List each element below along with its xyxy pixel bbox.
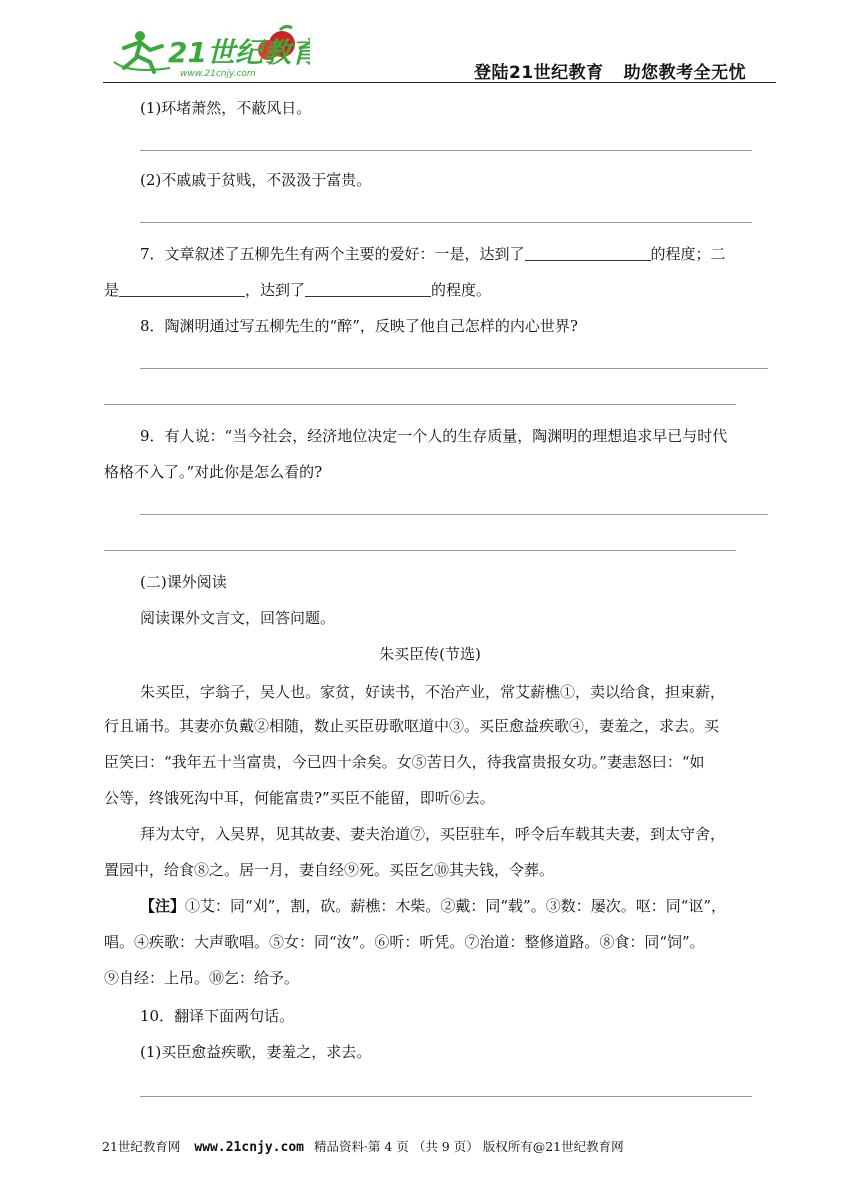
passage-line: 拜为太守，入吴界，见其故妻、妻夫治道⑦，买臣驻车，呼令后车载其夫妻，到太守舍， (140, 825, 726, 843)
passage-line: 朱买臣，字翁子，吴人也。家贫，好读书，不治产业，常艾薪樵①，卖以给食，担束薪， (140, 683, 726, 701)
page-footer (102, 1137, 624, 1155)
passage-title: 朱买臣传(节选) (379, 645, 481, 663)
q7-text-a: 7．文章叙述了五柳先生有两个主要的爱好：一是，达到了 (140, 245, 525, 263)
note-line: 唱。④疾歌：大声歌唱。⑤女：同“汝”。⑥听：听凭。⑦治道：整修道路。⑧食：同“饲”。 (104, 933, 705, 951)
answer-line[interactable] (140, 1096, 752, 1097)
site-logo (110, 22, 310, 80)
header-slogan: 助您教考全无忧 (623, 63, 747, 83)
question-7-line1 (140, 244, 726, 264)
section-heading: (二)课外阅读 (140, 573, 227, 591)
header-divider (103, 82, 776, 83)
question-8: 8．陶渊明通过写五柳先生的“醉”，反映了他自己怎样的内心世界? (140, 317, 578, 335)
logo-wordmark: 21世纪教育 (168, 36, 310, 69)
footer-site[interactable]: www.21cnjy.com (194, 1140, 304, 1155)
passage-line: 臣笑曰：“我年五十当富贵，今已四十余矣。女⑤苦日久，待我富贵报女功。”妻恚怒曰：“如 (104, 753, 705, 771)
header-login: 登陆21世纪教育 (474, 63, 604, 83)
section-instruction: 阅读课外文言文，回答问题。 (140, 609, 336, 627)
note-text: ①艾：同“刈”，割，砍。薪樵：木柴。②戴：同“载”。③数：屡次。呕：同“讴”， (185, 897, 727, 915)
passage-line: 公等，终饿死沟中耳，何能富贵?”买臣不能留，即听⑥去。 (104, 789, 495, 807)
note-line: ⑨自经：上吊。⑩乞：给予。 (104, 969, 300, 987)
question-6-2: (2)不戚戚于贫贱，不汲汲于富贵。 (140, 171, 372, 189)
q7-text-e: 的程度。 (431, 281, 492, 299)
question-6-1: (1)环堵萧然，不蔽风日。 (140, 99, 312, 117)
passage-line: 行且诵书。其妻亦负戴②相随，数止买臣毋歌呕道中③。买臣愈益疾歌④，妻羞之，求去。买 (104, 717, 720, 735)
q7-text-c: 是 (104, 281, 120, 299)
footer-page-info: 精品资料·第 4 页 （共 9 页） 版权所有@21世纪教育网 (313, 1139, 624, 1154)
question-9-line1: 9．有人说：“当今社会，经济地位决定一个人的生存质量，陶渊明的理想追求早已与时代 (140, 427, 728, 445)
footer-brand: 21世纪教育网 (102, 1139, 181, 1154)
passage-line: 置园中，给食⑧之。居一月，妻自经⑨死。买臣乞⑩其夫钱，令葬。 (104, 861, 555, 879)
answer-line[interactable] (140, 514, 768, 515)
q7-text-d: ，达到了 (245, 281, 306, 299)
answer-line[interactable] (140, 368, 768, 369)
fill-blank[interactable] (119, 282, 245, 297)
fill-blank[interactable] (305, 282, 431, 297)
logo-url: www.21cnjy.com (180, 69, 256, 79)
question-7-line2 (104, 280, 491, 300)
question-10-1: (1)买臣愈益疾歌，妻羞之，求去。 (140, 1043, 372, 1061)
header-title (474, 58, 746, 83)
question-10: 10．翻译下面两句话。 (140, 1007, 295, 1025)
answer-line[interactable] (104, 550, 736, 551)
answer-line[interactable] (140, 222, 752, 223)
note-line (140, 896, 726, 916)
q7-text-b: 的程度；二 (650, 245, 726, 263)
answer-line[interactable] (140, 150, 752, 151)
running-figure-icon (114, 31, 170, 72)
question-9-line2: 格格不入了。”对此你是怎么看的? (104, 463, 323, 481)
note-label: 【注】 (140, 897, 186, 915)
answer-line[interactable] (104, 404, 736, 405)
fill-blank[interactable] (525, 246, 651, 261)
